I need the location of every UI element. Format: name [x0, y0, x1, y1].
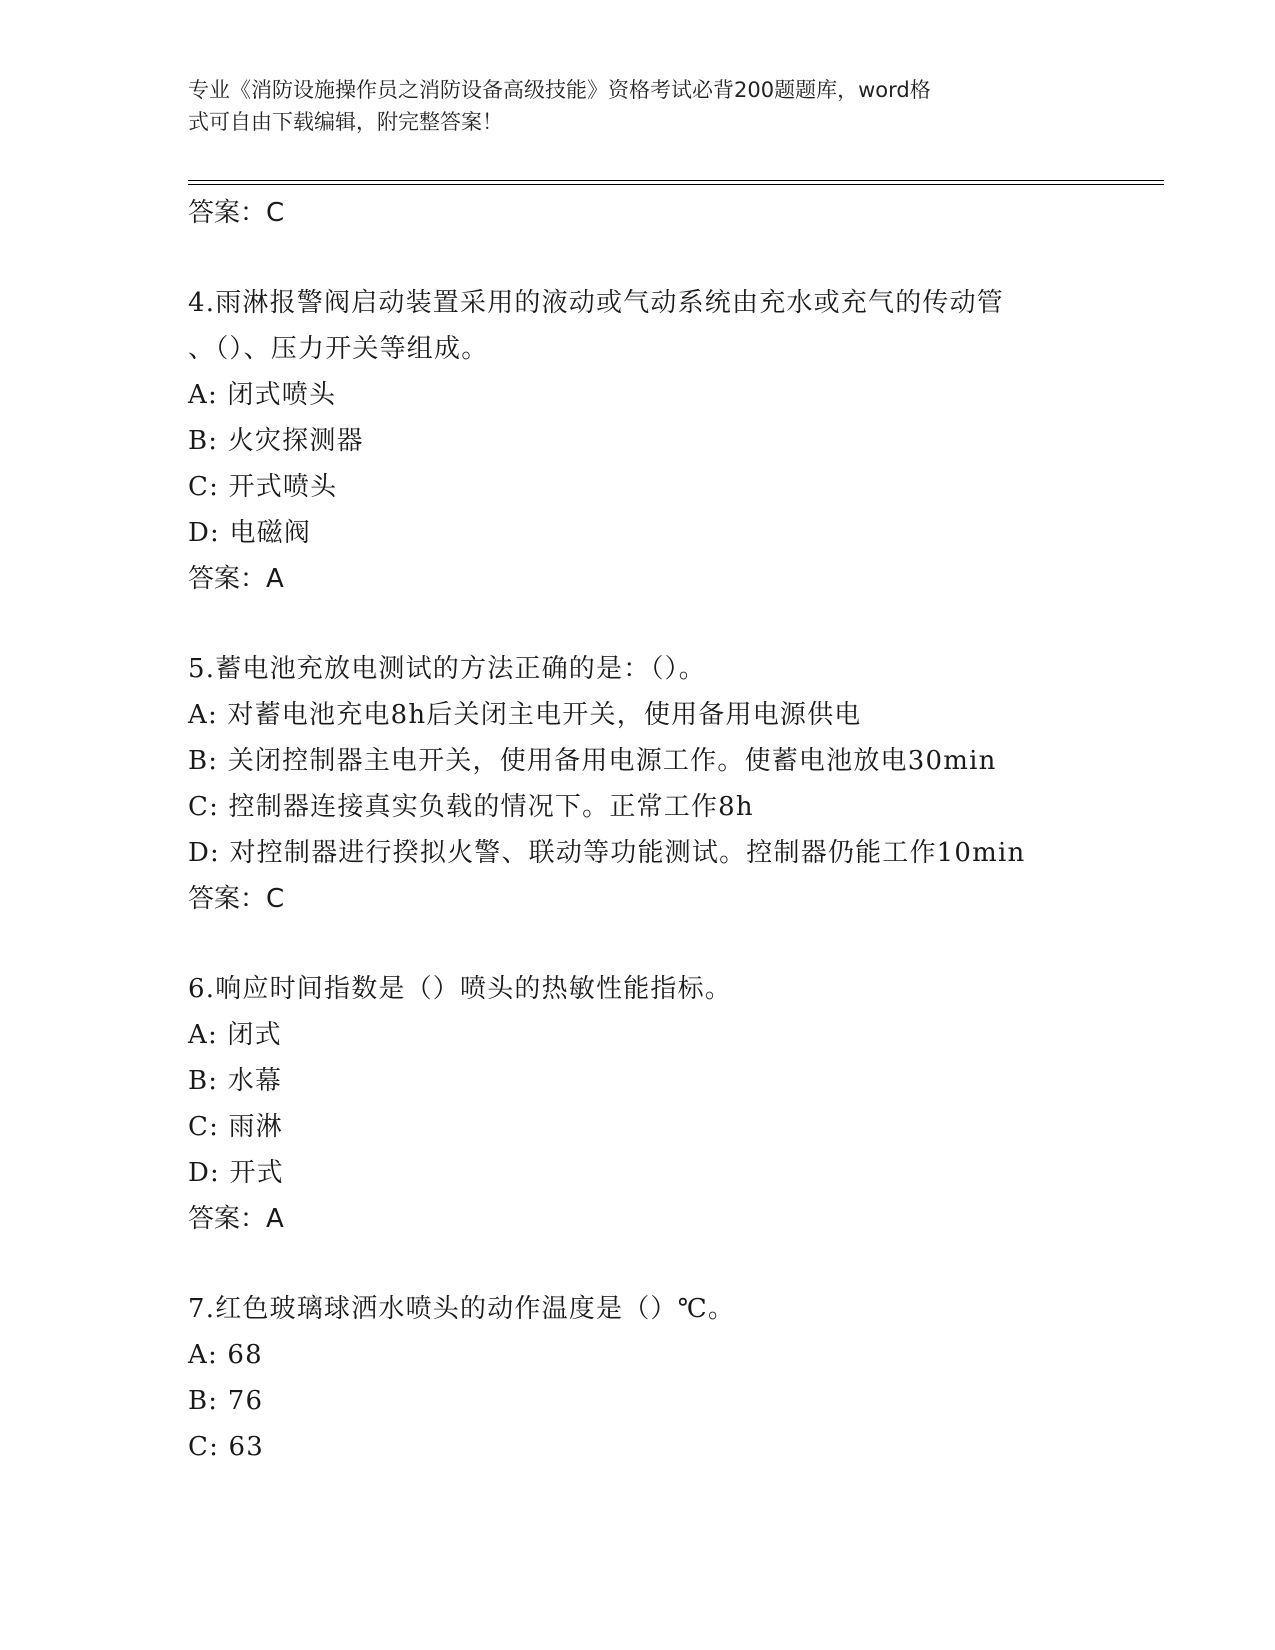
option-b: B: 火灾探测器	[188, 426, 364, 456]
option-c: C: 控制器连接真实负载的情况下。正常工作8h	[188, 792, 754, 822]
answer-line: 答案：C	[188, 198, 285, 228]
option-c: C: 雨淋	[188, 1112, 283, 1142]
option-d: D: 开式	[188, 1158, 284, 1188]
option-a: A: 闭式	[188, 1020, 282, 1050]
option-a: A: 68	[188, 1340, 263, 1370]
question-block	[188, 966, 1148, 1242]
option-b: B: 水幕	[188, 1066, 283, 1096]
answer-line: 答案：A	[188, 564, 284, 594]
option-a: A: 闭式喷头	[188, 380, 337, 410]
document-header	[188, 74, 1088, 138]
question-text: 7.红色玻璃球洒水喷头的动作温度是（）℃。	[188, 1294, 736, 1324]
header-line-2: 式可自由下载编辑，附完整答案！	[188, 110, 503, 134]
option-a: A: 对蓄电池充电8h后关闭主电开关，使用备用电源供电	[188, 700, 862, 730]
question-list	[188, 190, 1148, 1470]
question-text-continued: 、（）、压力开关等组成。	[188, 334, 489, 364]
question-block	[188, 280, 1148, 602]
option-d: D: 对控制器进行揆拟火警、联动等功能测试。控制器仍能工作10min	[188, 838, 1026, 868]
header-divider-bottom	[188, 184, 1164, 185]
question-text: 4.雨淋报警阀启动装置采用的液动或气动系统由充水或充气的传动管	[188, 288, 1005, 318]
question-text: 5.蓄电池充放电测试的方法正确的是：（）。	[188, 654, 707, 684]
header-divider-top	[188, 180, 1164, 181]
option-c: C: 63	[188, 1432, 265, 1462]
option-b: B: 76	[188, 1386, 264, 1416]
option-b: B: 关闭控制器主电开关，使用备用电源工作。使蓄电池放电30min	[188, 746, 997, 776]
question-text: 6.响应时间指数是（）喷头的热敏性能指标。	[188, 974, 733, 1004]
answer-line: 答案：C	[188, 884, 285, 914]
header-line-1: 专业《消防设施操作员之消防设备高级技能》资格考试必背200题题库，word格	[188, 78, 931, 102]
question-block	[188, 1286, 1148, 1470]
option-d: D: 电磁阀	[188, 518, 312, 548]
option-c: C: 开式喷头	[188, 472, 338, 502]
answer-line: 答案：A	[188, 1204, 284, 1234]
question-block	[188, 646, 1148, 922]
